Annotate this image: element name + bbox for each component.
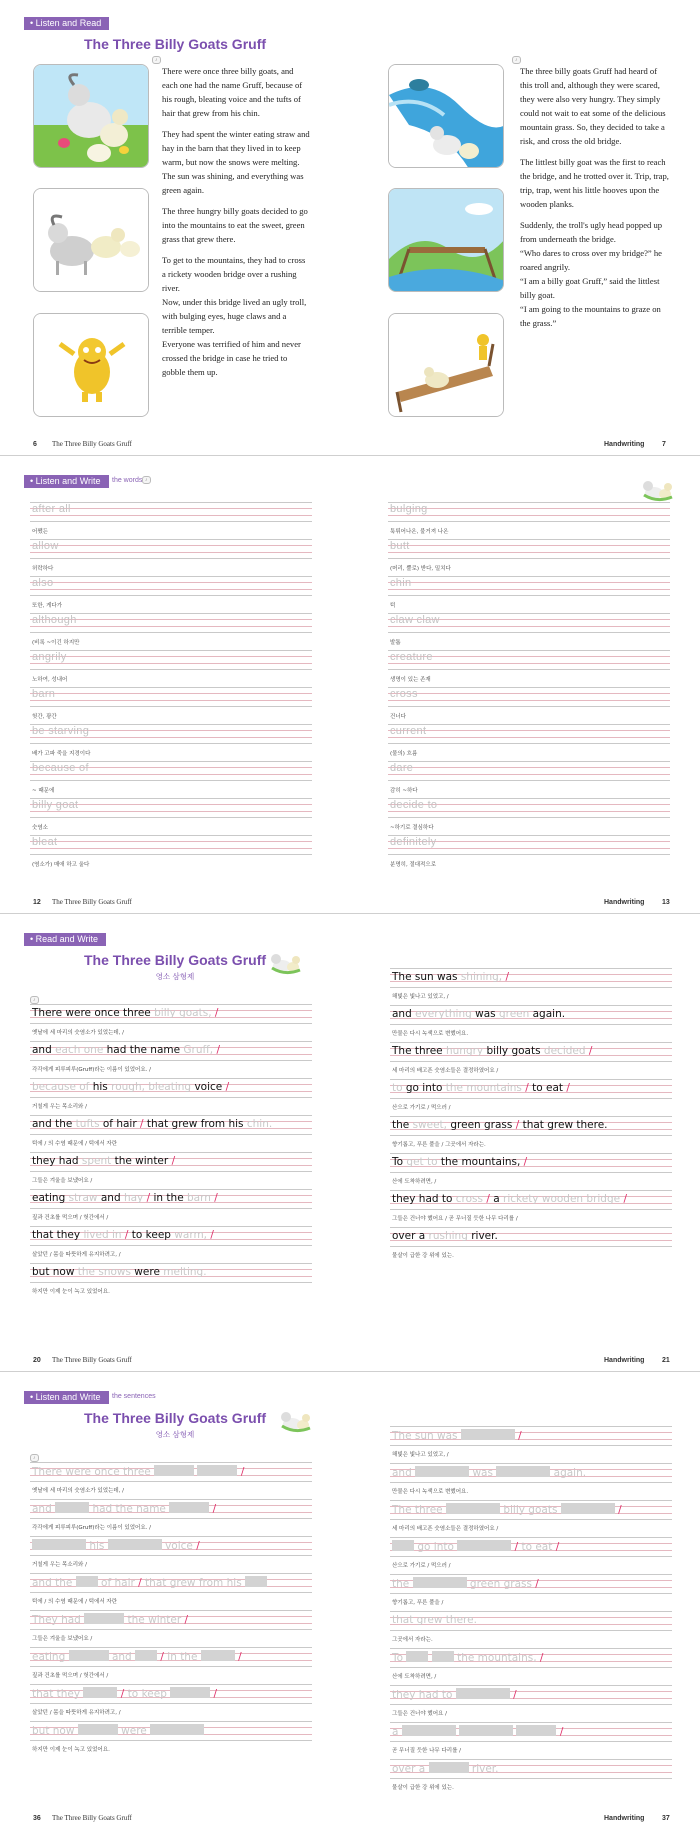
sentence-line: over a rushing river. [392, 1230, 498, 1242]
fill-blank-row[interactable] [390, 1426, 672, 1463]
korean-translation: 해빛은 빛나고 있었고, / [392, 1452, 449, 1458]
illustration-bridge-landscape [388, 188, 504, 292]
fill-blank-row[interactable] [30, 1647, 312, 1684]
sentence-line: because of his rough, bleating voice / [32, 1081, 230, 1093]
page-21 [350, 916, 700, 1372]
fill-blank-row[interactable] [30, 1462, 312, 1499]
word-practice-row[interactable] [30, 502, 312, 539]
trace-word: decide to [390, 799, 438, 811]
book-title-footer: The Three Billy Goats Gruff [52, 1814, 132, 1822]
word-practice-row[interactable] [388, 798, 670, 835]
korean-translation: 물살이 급한 강 위에 있는. [392, 1253, 454, 1259]
sentence-line: The three hungry billy goats decided / [392, 1045, 593, 1057]
korean-translation: 산에 도착하려면, / [392, 1674, 437, 1680]
section-subtag: the sentences [112, 1393, 156, 1400]
korean-translation: 짚과 건초를 먹으며 / 헛간에서 / [32, 1215, 109, 1221]
fill-blank-row[interactable] [390, 1574, 672, 1611]
story-paragraph: The three hungry billy goats decided to go into the mountains to eat the sweet, green grass that grew there. [162, 206, 308, 244]
fill-blank-row[interactable] [30, 1721, 312, 1758]
sentence-row[interactable] [30, 1226, 312, 1263]
korean-meaning: 숫염소 [32, 825, 48, 831]
sentence-line: and each one had the name Gruff, / [32, 1044, 220, 1056]
sentence-line: There were once three billy goats, / [32, 1007, 219, 1019]
spread-listen-and-write-words [0, 458, 700, 914]
korean-meaning: 또한, 게다가 [32, 603, 63, 609]
korean-translation: 향기롭고, 푸른 풀을 / 그곳에서 자라는. [392, 1142, 486, 1148]
handwriting-label: Handwriting [604, 899, 645, 906]
korean-translation: 향기롭고, 푸른 풀을 / [392, 1600, 444, 1606]
korean-translation: 곧 무너질 듯한 나무 다리를 / [392, 1748, 462, 1754]
korean-translation: 짚과 건초를 먹으며 / 헛간에서 / [32, 1673, 109, 1679]
word-practice-row[interactable] [388, 576, 670, 613]
korean-meaning: 생명이 있는 존재 [390, 677, 431, 683]
korean-translation: 물살이 급한 강 위에 있는. [392, 1785, 454, 1791]
sentence-row[interactable] [390, 968, 672, 1005]
word-practice-row[interactable] [30, 724, 312, 761]
fill-blank-row[interactable] [30, 1610, 312, 1647]
word-practice-row[interactable] [30, 576, 312, 613]
book-title-footer: The Three Billy Goats Gruff [52, 898, 132, 906]
korean-translation: 산으로 가기로 / 먹으러 / [392, 1563, 451, 1569]
sentence-line: eating straw and hay / in the barn / [32, 1192, 218, 1204]
word-practice-row[interactable] [388, 650, 670, 687]
fill-blank-line: To the mountains, / [392, 1652, 544, 1664]
word-practice-row[interactable] [388, 724, 670, 761]
fill-blank-line: There were once three / [32, 1466, 245, 1478]
word-practice-row[interactable] [388, 687, 670, 724]
sentence-row[interactable] [390, 1005, 672, 1042]
fill-blank-line: The sun was / [392, 1430, 522, 1442]
korean-translation: 그들은 건너야 했어요 / [392, 1711, 447, 1717]
word-practice-row[interactable] [388, 539, 670, 576]
story-paragraph: To get to the mountains, they had to cross a rickety wooden bridge over a rushing river. [162, 255, 306, 293]
story-paragraph: The three billy goats Gruff had heard of this troll and, although they were scared, they were also very hungry. They simply could not wait to eat some of the delicious mountain grass. So, they decided to take a risk, and cross the old bridge. [520, 66, 666, 146]
korean-translation: 살았던 / 몸을 따뜻하게 유지하려고, / [32, 1710, 121, 1716]
korean-translation: 턱에 / 의 수염 때문에 / 턱에서 자란 [32, 1599, 118, 1605]
word-practice-row[interactable] [30, 687, 312, 724]
fill-blank-line: that they / to keep / [32, 1688, 218, 1700]
sentence-row[interactable] [30, 1263, 312, 1300]
fill-blank-row[interactable] [390, 1537, 672, 1574]
korean-meaning: 턱 [390, 603, 396, 609]
korean-meaning: (물의) 흐름 [390, 751, 418, 757]
sentence-row[interactable] [390, 1042, 672, 1079]
page-12 [0, 458, 350, 914]
korean-translation: 각각에게 피루피루(Gruff)라는 이름이 있었어요. / [32, 1067, 152, 1073]
fill-blank-row[interactable] [390, 1759, 672, 1796]
korean-meaning: 배가 고파 죽을 지경이다 [32, 751, 91, 757]
goat-mascot-icon [278, 1404, 312, 1434]
korean-translation: 옛날에 세 마리의 숫염소가 있었는데, / [32, 1488, 125, 1494]
korean-meaning: 발톱 [390, 640, 401, 646]
korean-meaning: 감히 ~하다 [390, 788, 418, 794]
fill-blank-line: They had the winter / [32, 1614, 189, 1626]
korean-translation: 그들은 겨울을 보냈어요 / [32, 1178, 93, 1184]
handwriting-label: Handwriting [604, 1815, 645, 1822]
handwriting-label: Handwriting [604, 1357, 645, 1364]
audio-icon[interactable]: ♪ [142, 476, 151, 484]
page-36 [0, 1374, 350, 1830]
korean-translation: 세 마리의 배고픈 숫염소들은 결정하였어요 / [392, 1068, 499, 1074]
korean-translation: 살았던 / 몸을 따뜻하게 유지하려고, / [32, 1252, 121, 1258]
trace-word: be starving [32, 725, 90, 737]
story-paragraph: They had spent the winter eating straw and hay in the barn that they lived in to keep warm, but now the snows were melting. The sun was shining, and everything was green again. [162, 129, 310, 195]
korean-meaning: ~하기로 결심하다 [390, 825, 434, 831]
korean-translation: 그곳에서 자라는. [392, 1637, 433, 1643]
illustration-goats-walking [33, 188, 149, 292]
word-practice-row[interactable] [388, 613, 670, 650]
fill-blank-line: and the of hair / that grew from his [32, 1576, 267, 1589]
korean-translation: 거칠게 우는 목소리와 / [32, 1104, 87, 1110]
page-number: 13 [662, 899, 670, 906]
book-title-footer: The Three Billy Goats Gruff [52, 1356, 132, 1364]
trace-word: billy goat [32, 799, 79, 811]
sentence-row[interactable] [390, 1190, 672, 1227]
word-practice-row[interactable] [30, 835, 312, 872]
fill-blank-line: the green grass / [392, 1578, 539, 1590]
trace-word: current [390, 725, 427, 737]
page-20 [0, 916, 350, 1372]
handwriting-label: Handwriting [604, 441, 645, 448]
korean-translation: 만물은 다시 녹색으로 변했어요. [392, 1489, 469, 1495]
korean-translation: 턱에 / 의 수염 때문에 / 턱에서 자란 [32, 1141, 118, 1147]
page-title: The Three Billy Goats Gruff [83, 1410, 267, 1426]
page-7 [350, 0, 700, 456]
illustration-three-goats [33, 64, 149, 168]
fill-blank-row[interactable] [30, 1499, 312, 1536]
page-title: The Three Billy Goats Gruff [83, 36, 267, 52]
sentence-line: that they lived in / to keep warm, / [32, 1229, 214, 1241]
fill-blank-line: that grew there. [392, 1614, 477, 1626]
korean-translation: 산에 도착하려면, / [392, 1179, 437, 1185]
trace-word: also [32, 577, 54, 589]
trace-word: creature [390, 651, 433, 663]
trace-word: although [32, 614, 77, 626]
korean-translation: 그들은 겨울을 보냈어요 / [32, 1636, 93, 1642]
word-practice-row[interactable] [30, 539, 312, 576]
korean-meaning: ~ 때문에 [32, 788, 55, 794]
page-13 [350, 458, 700, 914]
korean-meaning: (비록 ~이긴 하지만 [32, 640, 80, 646]
korean-translation: 하지만 이제 눈이 녹고 있었어요. [32, 1747, 110, 1753]
fill-blank-row[interactable] [30, 1684, 312, 1721]
korean-meaning: 툭튀어나온, 불거져 나온 [390, 529, 449, 535]
sentence-row[interactable] [30, 1041, 312, 1078]
fill-blank-row[interactable] [390, 1611, 672, 1648]
korean-translation: 만물은 다시 녹색으로 변했어요. [392, 1031, 469, 1037]
section-subtag: the words [112, 477, 143, 484]
korean-meaning: 허락하다 [32, 566, 54, 572]
trace-word: barn [32, 688, 56, 700]
trace-word: dare [390, 762, 414, 774]
trace-word: butt [390, 540, 410, 552]
story-paragraph: There were once three billy goats, and each one had the name Gruff, because of his rough, bleating voice and the tufts of hair that grew from his chin. [162, 66, 303, 118]
korean-translation: 옛날에 세 마리의 숫염소가 있었는데, / [32, 1030, 125, 1036]
section-tag: • Read and Write [24, 933, 106, 946]
story-paragraph: Suddenly, the troll's ugly head popped up from underneath the bridge. [520, 220, 663, 244]
sentence-row[interactable] [30, 1189, 312, 1226]
page-number: 21 [662, 1357, 670, 1364]
korean-meaning: (머리, 뿔로) 받다, 밀치다 [390, 566, 451, 572]
book-title-footer: The Three Billy Goats Gruff [52, 440, 132, 448]
sentence-line: To get to the mountains, / [392, 1156, 528, 1168]
page-title: The Three Billy Goats Gruff [83, 952, 267, 968]
sentence-row[interactable] [30, 1115, 312, 1152]
sentence-row[interactable] [30, 1004, 312, 1041]
fill-blank-line: and was again. [392, 1467, 587, 1479]
page-subtitle: 영소 삼형제 [155, 1430, 195, 1439]
sentence-line: they had to cross / a rickety wooden bridge / [392, 1193, 627, 1205]
fill-blank-line: and had the name / [32, 1503, 217, 1515]
audio-icon[interactable]: ♪ [30, 1454, 39, 1462]
sentence-line: and everything was green again. [392, 1008, 566, 1020]
korean-meaning: 노하여, 성내어 [32, 677, 68, 683]
korean-translation: 거칠게 우는 목소리와 / [32, 1562, 87, 1568]
sentence-line: to go into the mountains / to eat / [392, 1082, 570, 1094]
sentence-line: The sun was shining, / [392, 971, 509, 983]
word-practice-row[interactable] [388, 502, 670, 539]
page-subtitle: 영소 삼형제 [155, 972, 195, 981]
trace-word: chin [390, 577, 412, 589]
sentence-row[interactable] [390, 1227, 672, 1264]
sentence-line: and the tufts of hair / that grew from his chin. [32, 1118, 273, 1130]
fill-blank-line: eating and / in the / [32, 1651, 242, 1663]
trace-word: definitely [390, 836, 437, 848]
sentence-row[interactable] [390, 1116, 672, 1153]
korean-meaning: 건너다 [390, 714, 406, 720]
fill-blank-row[interactable] [390, 1648, 672, 1685]
fill-blank-row[interactable] [30, 1573, 312, 1610]
word-practice-row[interactable] [30, 798, 312, 835]
audio-icon[interactable]: ♪ [512, 56, 521, 64]
fill-blank-line: they had to / [392, 1689, 517, 1701]
page-number: 20 [33, 1357, 41, 1364]
sentence-line: the sweet, green grass / that grew there. [392, 1119, 608, 1131]
sentence-row[interactable] [390, 1153, 672, 1190]
goat-mascot-icon [640, 473, 674, 503]
page-number: 37 [662, 1815, 670, 1822]
section-tag: • Listen and Read [24, 17, 109, 30]
story-paragraph: Everyone was terrified of him and never crossed the bridge in case he tried to gobble them up. [162, 339, 301, 377]
korean-meaning: 헛간, 광간 [32, 714, 57, 720]
korean-translation: 하지만 이제 눈이 녹고 있었어요. [32, 1289, 110, 1295]
story-text-right [520, 64, 670, 337]
sentence-row[interactable] [390, 1079, 672, 1116]
audio-icon[interactable]: ♪ [30, 996, 39, 1004]
trace-word: after all [32, 503, 71, 515]
illustration-troll [33, 313, 149, 417]
sentence-line: they had spent the winter / [32, 1155, 176, 1167]
page-number: 12 [33, 899, 41, 906]
sentence-row[interactable] [30, 1152, 312, 1189]
spread-listen-and-read [0, 0, 700, 456]
trace-word: claw claw [390, 614, 440, 626]
spread-read-and-write [0, 916, 700, 1372]
word-practice-row[interactable] [388, 761, 670, 798]
page-number: 36 [33, 1815, 41, 1822]
word-practice-row[interactable] [30, 613, 312, 650]
page-number: 6 [33, 441, 37, 448]
fill-blank-row[interactable] [390, 1463, 672, 1500]
korean-translation: 그들은 건너야 했어요 / 곧 무너질 듯한 나무 다리를 / [392, 1216, 518, 1222]
fill-blank-row[interactable] [30, 1536, 312, 1573]
goat-mascot-icon [268, 946, 302, 976]
korean-meaning: 분명히, 절대적으로 [390, 862, 437, 868]
story-paragraph: Now, under this bridge lived an ugly troll, with bulging eyes, huge claws and a terrible temper. [162, 297, 307, 335]
story-paragraph: “I am going to the mountains to graze on the grass.” [520, 304, 661, 328]
story-paragraph: “Who dares to cross over my bridge?” he roared angrily. [520, 248, 662, 272]
fill-blank-line: over a river. [392, 1763, 499, 1775]
story-text-left [162, 64, 310, 386]
page-37 [350, 1374, 700, 1830]
illustration-goat-on-bridge [388, 313, 504, 417]
sentence-row[interactable] [30, 1078, 312, 1115]
section-tag: • Listen and Write [24, 475, 109, 488]
word-practice-row[interactable] [30, 761, 312, 798]
korean-meaning: (염소가) 매애 하고 울다 [32, 862, 90, 868]
fill-blank-line: but now were [32, 1724, 204, 1737]
page-number: 7 [662, 441, 666, 448]
trace-word: angrily [32, 651, 67, 663]
trace-word: because of [32, 762, 89, 774]
story-paragraph: “I am a billy goat Gruff,” said the littlest billy goat. [520, 276, 660, 300]
fill-blank-line: his voice / [32, 1539, 200, 1552]
word-practice-row[interactable] [30, 650, 312, 687]
section-tag: • Listen and Write [24, 1391, 109, 1404]
sentence-line: but now the snows were melting. [32, 1266, 207, 1278]
trace-word: allow [32, 540, 59, 552]
fill-blank-line: go into / to eat / [392, 1540, 559, 1553]
trace-word: bulging [390, 503, 428, 515]
page-6 [0, 0, 350, 456]
korean-translation: 해빛은 빛나고 있었고, / [392, 994, 449, 1000]
spread-listen-and-write-sentences [0, 1374, 700, 1832]
trace-word: bleat [32, 836, 58, 848]
fill-blank-row[interactable] [390, 1722, 672, 1759]
fill-blank-row[interactable] [390, 1685, 672, 1722]
audio-icon[interactable]: ♪ [152, 56, 161, 64]
trace-word: cross [390, 688, 418, 700]
korean-meaning: 어쨌든 [32, 529, 48, 535]
korean-translation: 세 마리의 배고픈 숫염소들은 결정하였어요 / [392, 1526, 499, 1532]
word-practice-row[interactable] [388, 835, 670, 872]
illustration-river-goats [388, 64, 504, 168]
story-paragraph: The littlest billy goat was the first to reach the bridge, and he trotted over it. Trip, trap, trip, trap, went his little hooves upon the wooden planks. [520, 157, 669, 209]
fill-blank-row[interactable] [390, 1500, 672, 1537]
korean-translation: 산으로 가기로 / 먹으러 / [392, 1105, 451, 1111]
korean-translation: 각각에게 피루피루(Gruff)라는 이름이 있었어요. / [32, 1525, 152, 1531]
fill-blank-line: The three billy goats / [392, 1504, 622, 1516]
fill-blank-line: a / [392, 1726, 564, 1738]
